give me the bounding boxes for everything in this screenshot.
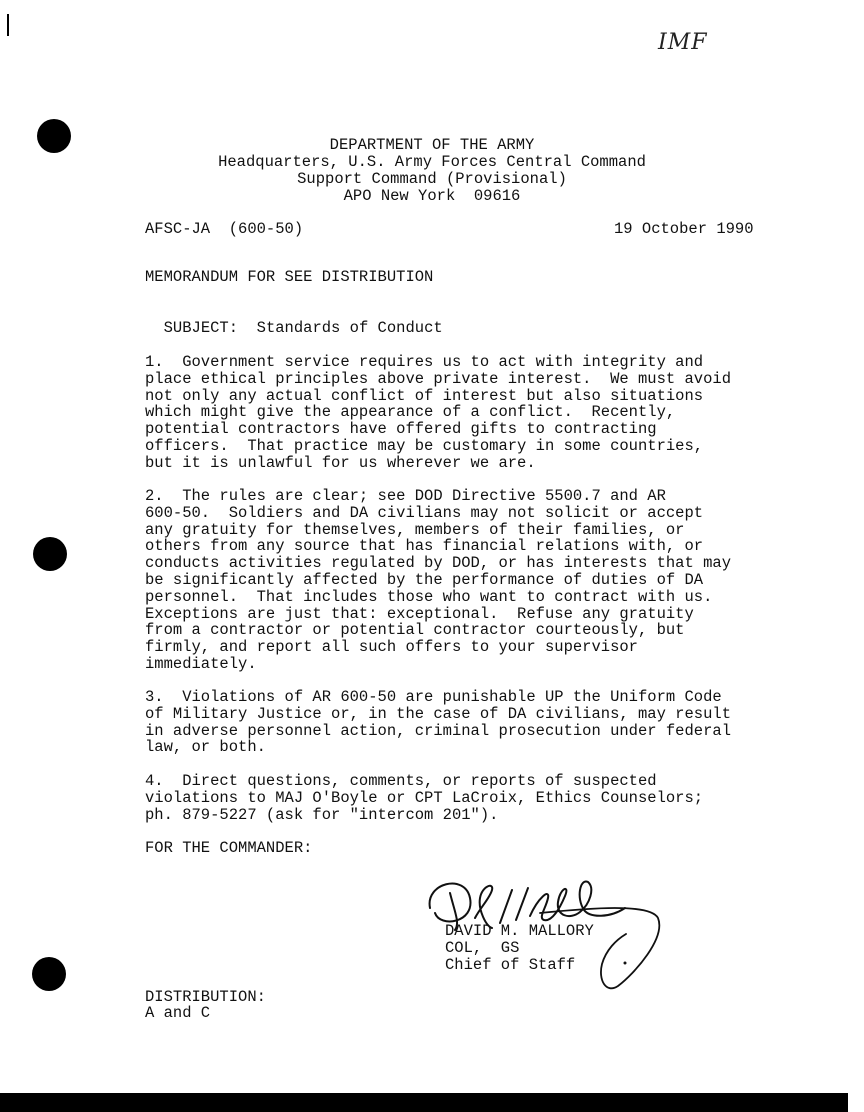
paragraph-4: 4. Direct questions, comments, or reports of suspected violations to MAJ O'Boyle or CPT LaCroix, Ethics Counselors; ph. 879-5227 (ask for "intercom 201"). [145,772,704,824]
handwritten-note: IMF [658,30,708,55]
subject-text: Standards of Conduct [256,318,443,337]
signer-name: DAVID M. MALLORY [445,922,594,940]
scan-right-edge [848,0,864,1112]
binder-hole-bottom [32,957,66,991]
distribution-value: A and C [145,1004,211,1022]
scan-bottom-edge [0,1093,864,1112]
letterhead-line-1: DEPARTMENT OF THE ARMY [329,136,535,154]
paragraph-2: 2. The rules are clear; see DOD Directive 5500.7 and AR 600-50. Soldiers and DA civilians may not solicit or accept any gratuity for themselves, members of their families, or others from any source that has financial relations with, or conducts activities regulated by DOD, or has interests that may be significantly affected by the performance of duties of DA personnel. That includes those who want to contract with us. Exceptions are just that: exceptional. Refuse any gratuity from a contractor or potential contractor courteously, but firmly, and report all such offers to your supervisor immediately. [145,487,731,673]
margin-mark [7,14,9,36]
memo-for: MEMORANDUM FOR SEE DISTRIBUTION [145,268,434,286]
subject-line [145,303,443,337]
letterhead-line-3: Support Command (Provisional) [297,170,567,188]
memo-date: 19 October 1990 [614,220,754,238]
letterhead-line-2: Headquarters, U.S. Army Forces Central Command [218,153,646,171]
office-symbol: AFSC-JA (600-50) [145,220,304,238]
subject-label: SUBJECT: [163,318,239,337]
binder-hole-middle [33,537,67,571]
signer-title: Chief of Staff [445,956,576,974]
letterhead-line-4: APO New York 09616 [343,187,521,205]
distribution-label: DISTRIBUTION: [145,988,266,1006]
paragraph-1: 1. Government service requires us to act with integrity and place ethical principles above private interest. We must avoid not only any actual conflict of interest but also situations which might give the appearance of a conflict. Recently, potential contractors have offered gifts to contracting officers. That practice may be customary in some countries, but it is unlawful for us wherever we are. [145,353,731,472]
signer-rank: COL, GS [445,939,520,957]
paragraph-3: 3. Violations of AR 600-50 are punishable UP the Uniform Code of Military Justice or, in the case of DA civilians, may result in adverse personnel action, criminal prosecution under federal law, or both. [145,688,731,757]
closing-line: FOR THE COMMANDER: [145,839,313,857]
